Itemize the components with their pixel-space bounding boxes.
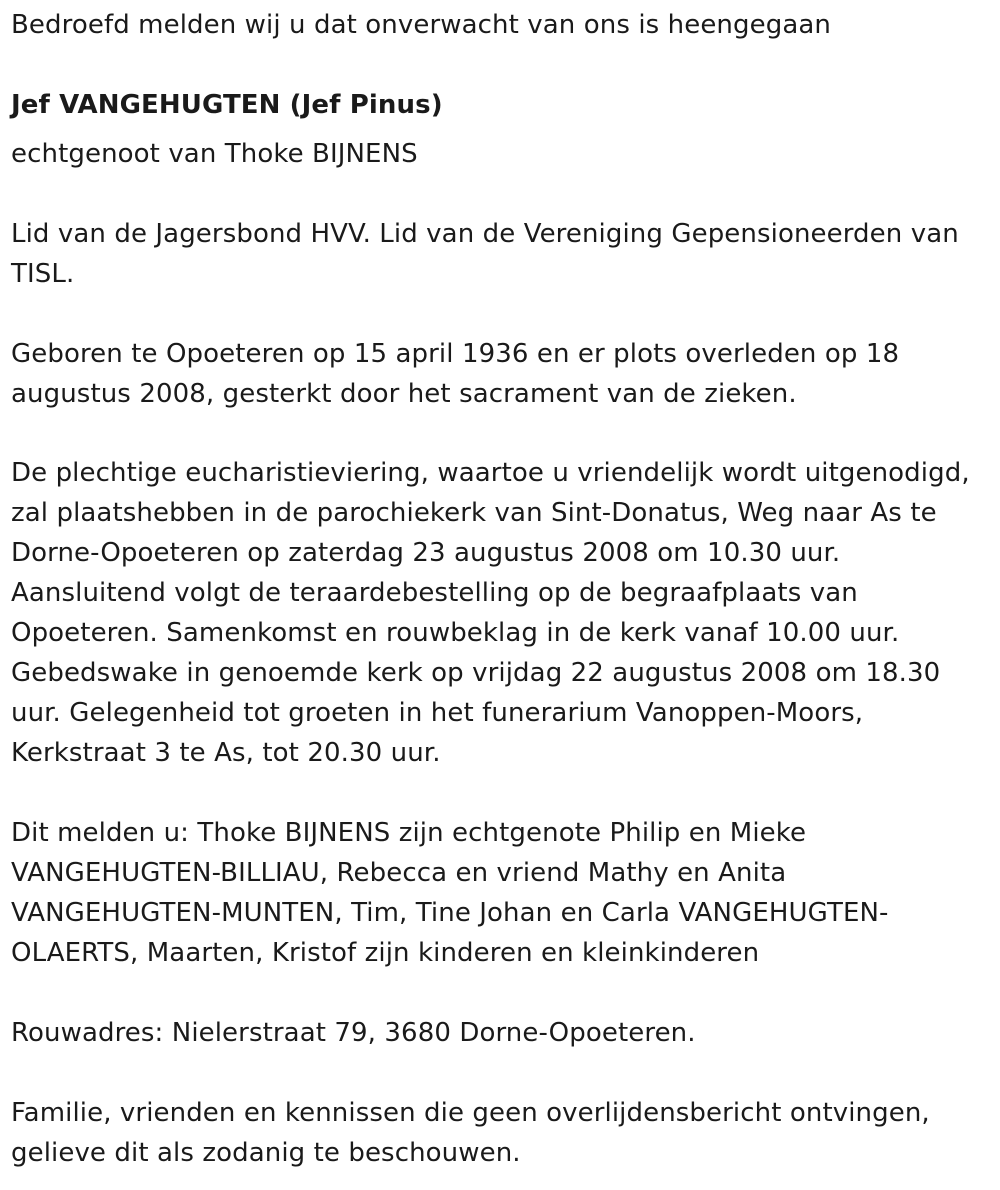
ceremony-line: zal plaatshebben in de parochiekerk van Sint-Donatus, Weg naar As te bbox=[11, 498, 937, 528]
membership-line: TISL. bbox=[11, 259, 75, 289]
ceremony-line: Opoeteren. Samenkomst en rouwbeklag in de kerk vanaf 10.00 uur. bbox=[11, 618, 900, 648]
family-line: OLAERTS, Maarten, Kristof zijn kinderen en kleinkinderen bbox=[11, 938, 760, 968]
ceremony-line: Aansluitend volgt de teraardebestelling op de begraafplaats van bbox=[11, 578, 858, 608]
family-line: VANGEHUGTEN-MUNTEN, Tim, Tine Johan en Carla VANGEHUGTEN- bbox=[11, 898, 889, 928]
ceremony-line: Kerkstraat 3 te As, tot 20.30 uur. bbox=[11, 738, 441, 768]
notice-line: Familie, vrienden en kennissen die geen overlijdensbericht ontvingen, bbox=[11, 1098, 930, 1128]
family-line: Dit melden u: Thoke BIJNENS zijn echtgenote Philip en Mieke bbox=[11, 818, 807, 848]
birth-death-line: Geboren te Opoeteren op 15 april 1936 en er plots overleden op 18 bbox=[11, 339, 900, 369]
ceremony-line: Gebedswake in genoemde kerk op vrijdag 22 augustus 2008 om 18.30 bbox=[11, 658, 941, 688]
address-line: Rouwadres: Nielerstraat 79, 3680 Dorne-Opoeteren. bbox=[11, 1018, 696, 1048]
ceremony-line: uur. Gelegenheid tot groeten in het funerarium Vanoppen-Moors, bbox=[11, 698, 864, 728]
ceremony-line: Dorne-Opoeteren op zaterdag 23 augustus 2008 om 10.30 uur. bbox=[11, 538, 841, 568]
deceased-name: Jef VANGEHUGTEN (Jef Pinus) bbox=[11, 90, 443, 120]
ceremony-line: De plechtige eucharistieviering, waartoe u vriendelijk wordt uitgenodigd, bbox=[11, 458, 970, 488]
birth-death-line: augustus 2008, gesterkt door het sacrament van de zieken. bbox=[11, 379, 797, 409]
spouse-line: echtgenoot van Thoke BIJNENS bbox=[11, 139, 418, 169]
notice-line: gelieve dit als zodanig te beschouwen. bbox=[11, 1138, 521, 1168]
family-line: VANGEHUGTEN-BILLIAU, Rebecca en vriend Mathy en Anita bbox=[11, 858, 787, 888]
membership-line: Lid van de Jagersbond HVV. Lid van de Vereniging Gepensioneerden van bbox=[11, 219, 959, 249]
intro-line: Bedroefd melden wij u dat onverwacht van ons is heengegaan bbox=[11, 10, 831, 40]
